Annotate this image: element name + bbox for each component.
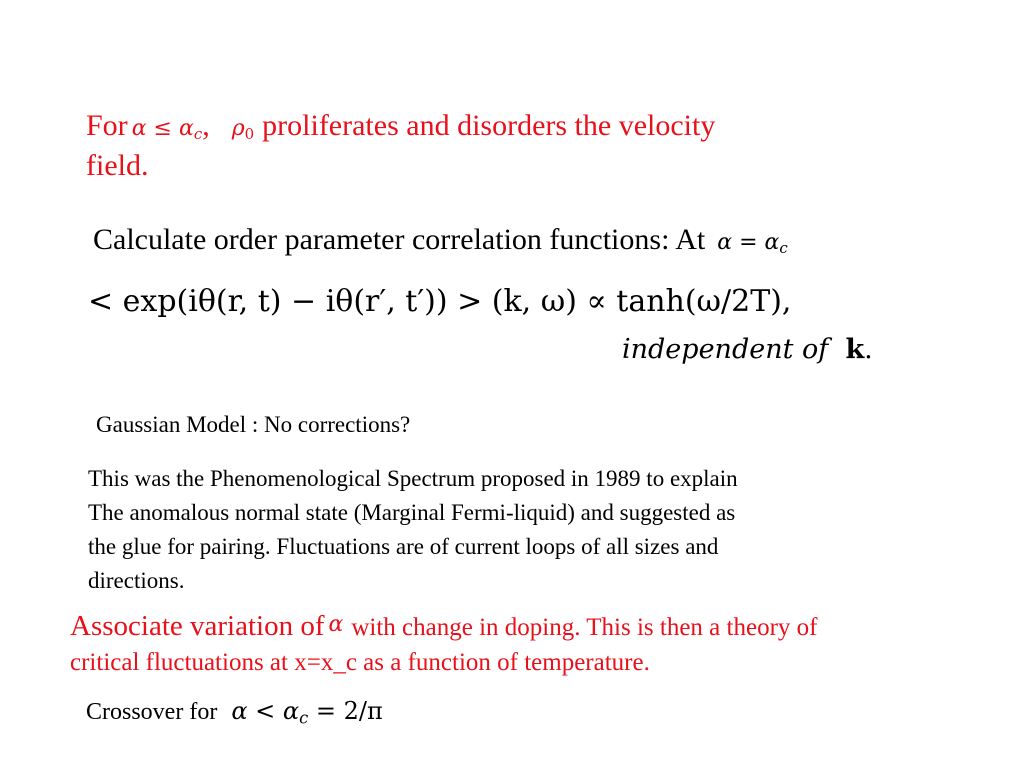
alpha-condition-math: $\alpha \le \alpha_c$ (131, 116, 203, 144)
formula-independent-note: independent of k. (622, 334, 873, 365)
rho-math: $\rho_0$ (231, 116, 255, 144)
gaussian-model-note: Gaussian Model : No corrections? (96, 412, 411, 437)
correlation-formula: < exp(iθ(r, t) − iθ(r′, t′)) > (k, ω) ∝ tanh(ω/2T), (88, 284, 792, 319)
associate-line-2: critical fluctuations at x=x_c as a function of temperature. (70, 649, 650, 676)
proliferates-text: proliferates and disorders the velocity (262, 109, 716, 142)
crossover-text: Crossover for (86, 699, 218, 725)
associate-line-1 (70, 608, 817, 646)
crossover-line (86, 694, 383, 729)
phenomenology-paragraph (88, 462, 908, 598)
heading-line-1 (86, 108, 715, 147)
paragraph-line: The anomalous normal state (Marginal Fermi-liquid) and suggested as (88, 500, 736, 525)
critical-alpha-math: $\alpha = \alpha_c$ (717, 230, 788, 258)
alpha-symbol: α (328, 612, 344, 637)
associate-lead: Associate variation of (70, 610, 325, 642)
paragraph-line: This was the Phenomenological Spectrum proposed in 1989 to explain (88, 466, 738, 491)
calculate-line (93, 222, 788, 261)
paragraph-line: directions. (88, 568, 185, 593)
k-bold: k (845, 334, 865, 365)
for-label: For (86, 109, 128, 142)
calculate-text: Calculate order parameter correlation functions: At (93, 223, 706, 256)
paragraph-line: the glue for pairing. Fluctuations are of current loops of all sizes and (88, 534, 719, 559)
crossover-math: $\alpha < \alpha_c = 2/\pi$ (231, 697, 383, 728)
associate-rest: with change in doping. This is then a theory of (351, 614, 818, 641)
independent-of-text: independent of (622, 334, 829, 365)
comma-separator: , (202, 109, 210, 142)
heading-line-2: field. (86, 149, 149, 182)
